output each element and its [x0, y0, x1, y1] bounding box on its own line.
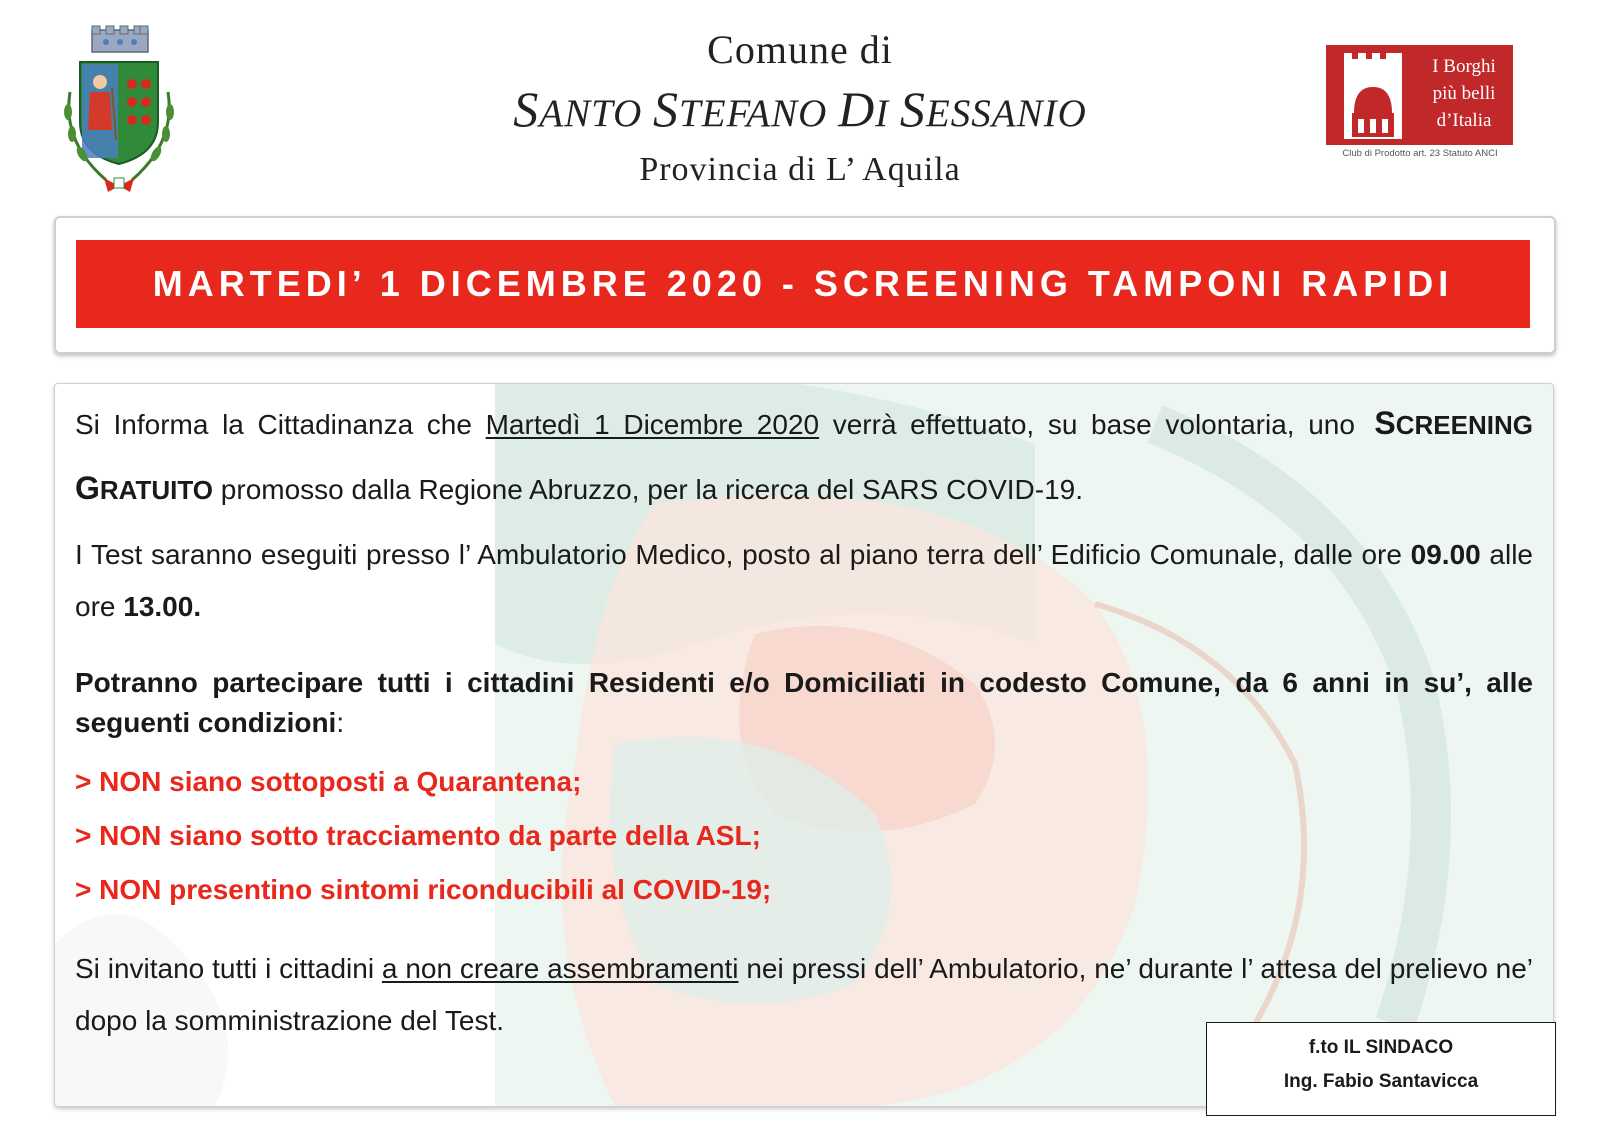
paragraph-location: [75, 529, 1533, 633]
condition-item: > NON siano sotto tracciamento da parte della ASL;: [75, 820, 761, 851]
borghi-caption: Club di Prodotto art. 23 Statuto ANCI: [1342, 148, 1498, 159]
conditions-list: [75, 755, 1533, 917]
p2-text-a: I Test saranno eseguiti presso l’ Ambulatorio Medico, posto al piano terra dell’ Edificio Comunale, dalle ore: [75, 539, 1411, 570]
date-underlined: Martedì 1 Dicembre 2020: [485, 409, 820, 440]
eligibility-text: Potranno partecipare tutti i cittadini Residenti e/o Domiciliati in codesto Comune, da 6 anni in su’, alle seguenti condizioni: [75, 667, 1533, 738]
p4-text-b: nei pressi dell’ Ambulatorio, ne’ durante l’ attesa del prelievo ne’ dopo la somministrazione del Test.: [75, 953, 1534, 1036]
signature-box: [1206, 1022, 1556, 1116]
comune-di-label: Comune di: [707, 27, 893, 72]
condition-item: > NON siano sottoposti a Quarantena;: [75, 766, 582, 797]
borghi-title: [1416, 53, 1512, 134]
borghi-line-3: d’Italia: [1436, 110, 1492, 131]
start-time: 09.00: [1410, 539, 1481, 570]
p4-text-a: Si invitano tutti i cittadini: [75, 953, 382, 984]
signature-name: Ing. Fabio Santavicca: [1283, 1071, 1479, 1092]
municipality-header: [400, 26, 1200, 193]
notice-body: [75, 396, 1533, 1047]
eligibility-colon: :: [336, 707, 345, 738]
borghi-line-1: I Borghi: [1432, 56, 1496, 77]
paragraph-announcement: Si Informa la Cittadinanza che Martedì 1 Dicembre 2020 verrà effettuato, su base volontaria, uno SCREENING GRATUITO promosso dalla Regione Abruzzo, per la ricerca del SARS COVID-19.: [75, 405, 1533, 506]
borghi-logo: [1326, 45, 1513, 145]
municipality-name: SANTO STEFANO DI SESSANIO: [513, 81, 1087, 137]
province-label: Provincia di L’ Aquila: [639, 151, 961, 188]
paragraph-eligibility: [75, 663, 1533, 743]
condition-item: > NON presentino sintomi riconducibili al COVID-19;: [75, 874, 772, 905]
p1-text-c: promosso dalla Regione Abruzzo, per la ricerca del SARS COVID-19.: [213, 474, 1083, 505]
coat-of-arms-icon: [56, 22, 182, 194]
notice-panel: [54, 383, 1554, 1107]
p1-text-a: Si Informa la Cittadinanza che: [75, 409, 486, 440]
event-banner: MARTEDI’ 1 DICEMBRE 2020 - SCREENING TAMPONI RAPIDI: [76, 240, 1530, 328]
end-time: 13.00.: [123, 591, 202, 622]
borghi-line-2: più belli: [1432, 83, 1496, 104]
p2-text-b: alle ore: [75, 539, 1533, 622]
no-gatherings-underlined: a non creare assembramenti: [381, 953, 739, 984]
signature-title: f.to IL SINDACO: [1308, 1037, 1454, 1058]
p1-text-b: verrà effettuato, su base volontaria, uno: [819, 409, 1369, 440]
tower-icon: [1330, 51, 1416, 141]
